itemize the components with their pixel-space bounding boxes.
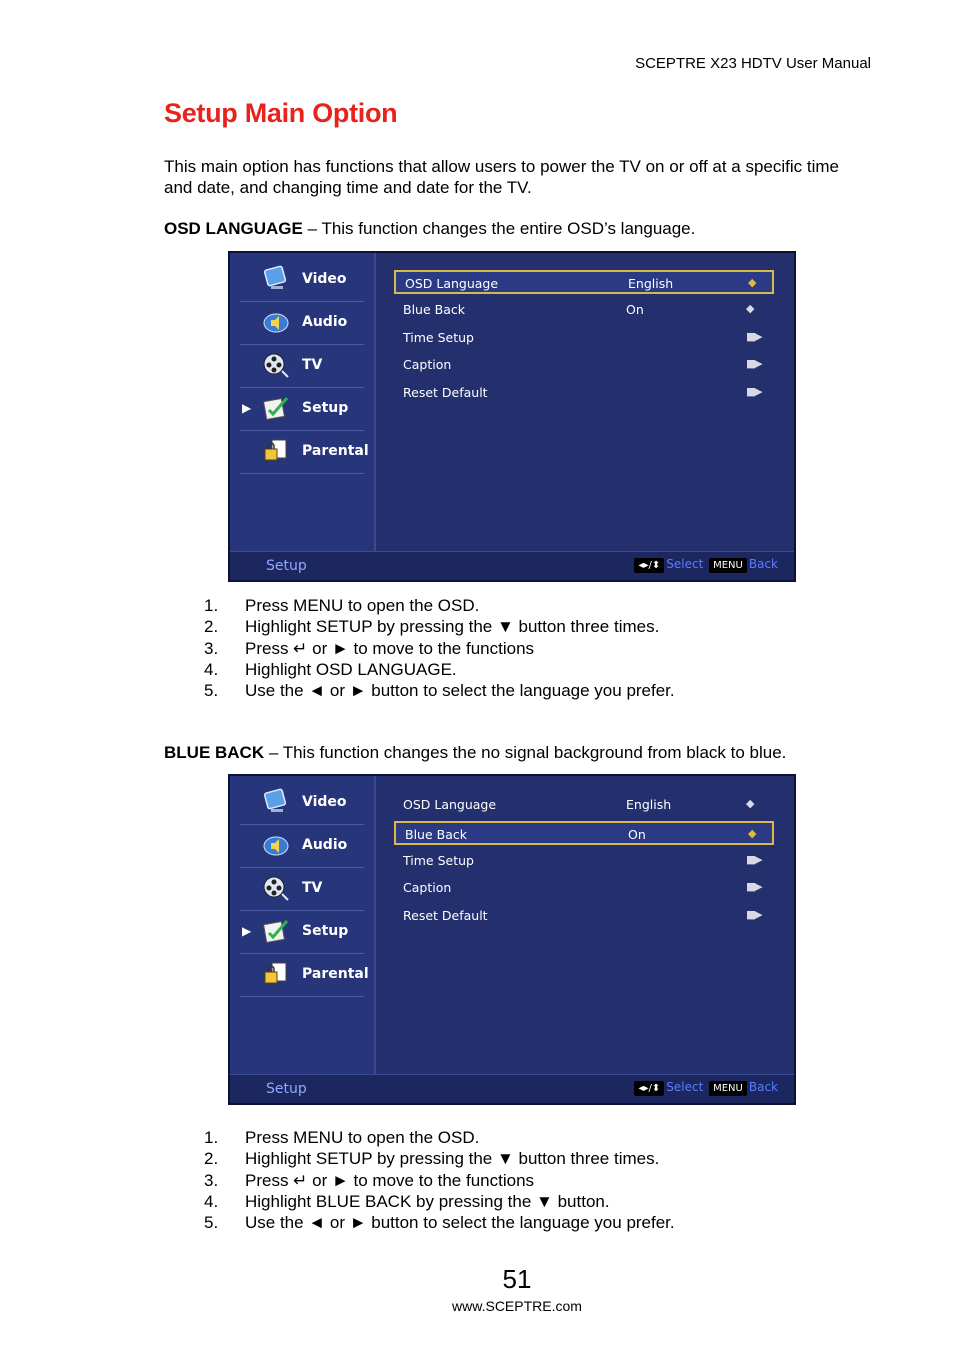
osd-sidebar xyxy=(230,776,376,1076)
section-heading-bold: BLUE BACK xyxy=(164,743,265,762)
osd-footer-title: Setup xyxy=(266,558,307,574)
osd-row-value: English xyxy=(626,797,672,812)
step-text: Highlight OSD LANGUAGE. xyxy=(245,659,457,679)
section-heading-text: – This function changes the entire OSD’s language. xyxy=(302,219,696,238)
website-link[interactable]: www.SCEPTRE.com xyxy=(452,1298,582,1314)
osd-row-name: Time Setup xyxy=(403,853,474,868)
osd-row-osd-language xyxy=(394,793,774,817)
checklist-icon xyxy=(262,917,290,945)
osd-row-name: Reset Default xyxy=(403,385,488,400)
osd-menu-setup xyxy=(240,388,364,431)
osd-content xyxy=(376,253,794,553)
osd-footer xyxy=(230,551,794,580)
step-item xyxy=(204,1191,675,1212)
back-hint: Back xyxy=(748,1080,778,1094)
selected-arrow-icon: ▶ xyxy=(242,924,252,938)
step-item xyxy=(204,595,675,616)
osd-content xyxy=(376,776,794,1076)
osd-menu-label: Video xyxy=(302,794,347,810)
select-hint: Select xyxy=(666,1080,704,1094)
osd-screenshot-blue-back xyxy=(228,774,796,1105)
lock-icon xyxy=(262,960,290,988)
osd-row-name: Blue Back xyxy=(403,302,465,317)
step-number: 4. xyxy=(204,659,219,679)
submenu-arrow-icon: ▮▮▶ xyxy=(746,357,761,370)
step-text: Press ↵ or ► to move to the functions xyxy=(245,1170,535,1190)
step-text: Press MENU to open the OSD. xyxy=(245,1128,480,1147)
osd-menu-setup xyxy=(240,911,364,954)
steps-osd-language xyxy=(204,595,675,701)
step-item xyxy=(204,638,675,659)
osd-row-caption xyxy=(394,876,774,900)
step-item xyxy=(204,659,675,680)
osd-menu-video xyxy=(240,782,364,825)
selected-arrow-icon: ▶ xyxy=(242,401,252,415)
monitor-icon xyxy=(262,265,290,293)
speaker-icon xyxy=(262,831,290,859)
osd-row-value: On xyxy=(628,827,646,842)
step-text: Press ↵ or ► to move to the functions xyxy=(245,638,535,658)
osd-row-time-setup xyxy=(394,326,774,350)
osd-row-name: Reset Default xyxy=(403,908,488,923)
back-hint: Back xyxy=(748,557,778,571)
osd-key-hints xyxy=(632,557,778,573)
step-text: Press MENU to open the OSD. xyxy=(245,596,480,615)
osd-menu-label: Setup xyxy=(302,400,349,416)
intro-paragraph: This main option has functions that allow users to power the TV on or off at a specific time and date, and changing time and date for the TV. xyxy=(164,157,839,197)
osd-menu-parental xyxy=(240,954,369,997)
osd-menu-label: Setup xyxy=(302,923,349,939)
step-item xyxy=(204,1127,675,1148)
osd-row-reset-default xyxy=(394,381,774,405)
osd-menu-parental xyxy=(240,431,369,474)
osd-row-name: Time Setup xyxy=(403,330,474,345)
osd-row-caption xyxy=(394,353,774,377)
step-number: 4. xyxy=(204,1191,219,1211)
step-number: 2. xyxy=(204,1149,219,1169)
osd-row-name: Caption xyxy=(403,880,452,895)
step-text: Use the ◄ or ► button to select the language you prefer. xyxy=(245,1213,675,1233)
osd-menu-video xyxy=(240,259,364,302)
page-number: 51 xyxy=(502,1264,532,1294)
step-number: 3. xyxy=(204,1170,219,1190)
left-right-arrow-icon: ◆ xyxy=(748,276,755,289)
osd-row-value: English xyxy=(628,276,674,291)
manual-title: SCEPTRE X23 HDTV User Manual xyxy=(635,55,871,72)
osd-row-time-setup xyxy=(394,849,774,873)
osd-row-reset-default xyxy=(394,904,774,928)
lock-icon xyxy=(262,437,290,465)
osd-footer-title: Setup xyxy=(266,1081,307,1097)
step-item xyxy=(204,616,675,637)
step-number: 5. xyxy=(204,681,219,701)
submenu-arrow-icon: ▮▮▶ xyxy=(746,330,761,343)
page-title: Setup Main Option xyxy=(164,98,398,128)
osd-row-name: Blue Back xyxy=(405,827,467,842)
navigate-keys-icon: ◂▸/⬍ xyxy=(634,1081,664,1096)
osd-key-hints xyxy=(632,1080,778,1096)
left-right-arrow-icon: ◆ xyxy=(748,827,755,840)
osd-menu-label: TV xyxy=(302,357,323,373)
left-right-arrow-icon: ◆ xyxy=(746,302,753,315)
osd-menu-label: TV xyxy=(302,880,323,896)
step-item xyxy=(204,680,675,701)
select-hint: Select xyxy=(666,557,704,571)
step-number: 3. xyxy=(204,638,219,658)
step-text: Highlight BLUE BACK by pressing the ▼ button. xyxy=(245,1191,610,1211)
step-text: Highlight SETUP by pressing the ▼ button three times. xyxy=(245,1149,660,1169)
section-heading-text: – This function changes the no signal background from black to blue. xyxy=(264,743,787,762)
osd-row-name: OSD Language xyxy=(403,797,497,812)
osd-menu-label: Parental xyxy=(302,443,369,459)
osd-menu-tv xyxy=(240,345,364,388)
osd-menu-label: Audio xyxy=(302,314,348,330)
step-text: Use the ◄ or ► button to select the language you prefer. xyxy=(245,681,675,701)
submenu-arrow-icon: ▮▮▶ xyxy=(746,853,761,866)
osd-row-name: Caption xyxy=(403,357,452,372)
step-item xyxy=(204,1148,675,1169)
submenu-arrow-icon: ▮▮▶ xyxy=(746,908,761,921)
osd-menu-label: Video xyxy=(302,271,347,287)
step-number: 5. xyxy=(204,1213,219,1233)
monitor-icon xyxy=(262,788,290,816)
submenu-arrow-icon: ▮▮▶ xyxy=(746,385,761,398)
step-item xyxy=(204,1212,675,1233)
osd-menu-label: Audio xyxy=(302,837,348,853)
osd-sidebar xyxy=(230,253,376,553)
section-heading-osd-language xyxy=(164,219,695,239)
menu-key-icon: MENU xyxy=(709,1081,747,1096)
step-text: Highlight SETUP by pressing the ▼ button three times. xyxy=(245,617,660,637)
osd-screenshot-osd-language xyxy=(228,251,796,582)
checklist-icon xyxy=(262,394,290,422)
steps-blue-back xyxy=(204,1127,675,1233)
osd-row-osd-language xyxy=(394,270,774,294)
osd-menu-label: Parental xyxy=(302,966,369,982)
section-heading-blue-back xyxy=(164,743,786,763)
film-reel-icon xyxy=(262,874,290,902)
step-item xyxy=(204,1170,675,1191)
step-number: 1. xyxy=(204,1128,219,1147)
step-number: 2. xyxy=(204,617,219,637)
submenu-arrow-icon: ▮▮▶ xyxy=(746,880,761,893)
step-number: 1. xyxy=(204,596,219,615)
section-heading-bold: OSD LANGUAGE xyxy=(164,219,303,238)
osd-row-value: On xyxy=(626,302,644,317)
osd-row-name: OSD Language xyxy=(405,276,499,291)
osd-row-blue-back xyxy=(394,821,774,845)
osd-menu-audio xyxy=(240,302,364,345)
menu-key-icon: MENU xyxy=(709,558,747,573)
osd-footer xyxy=(230,1074,794,1103)
osd-menu-audio xyxy=(240,825,364,868)
speaker-icon xyxy=(262,308,290,336)
left-right-arrow-icon: ◆ xyxy=(746,797,753,810)
navigate-keys-icon: ◂▸/⬍ xyxy=(634,558,664,573)
osd-row-blue-back xyxy=(394,298,774,322)
film-reel-icon xyxy=(262,351,290,379)
osd-menu-tv xyxy=(240,868,364,911)
